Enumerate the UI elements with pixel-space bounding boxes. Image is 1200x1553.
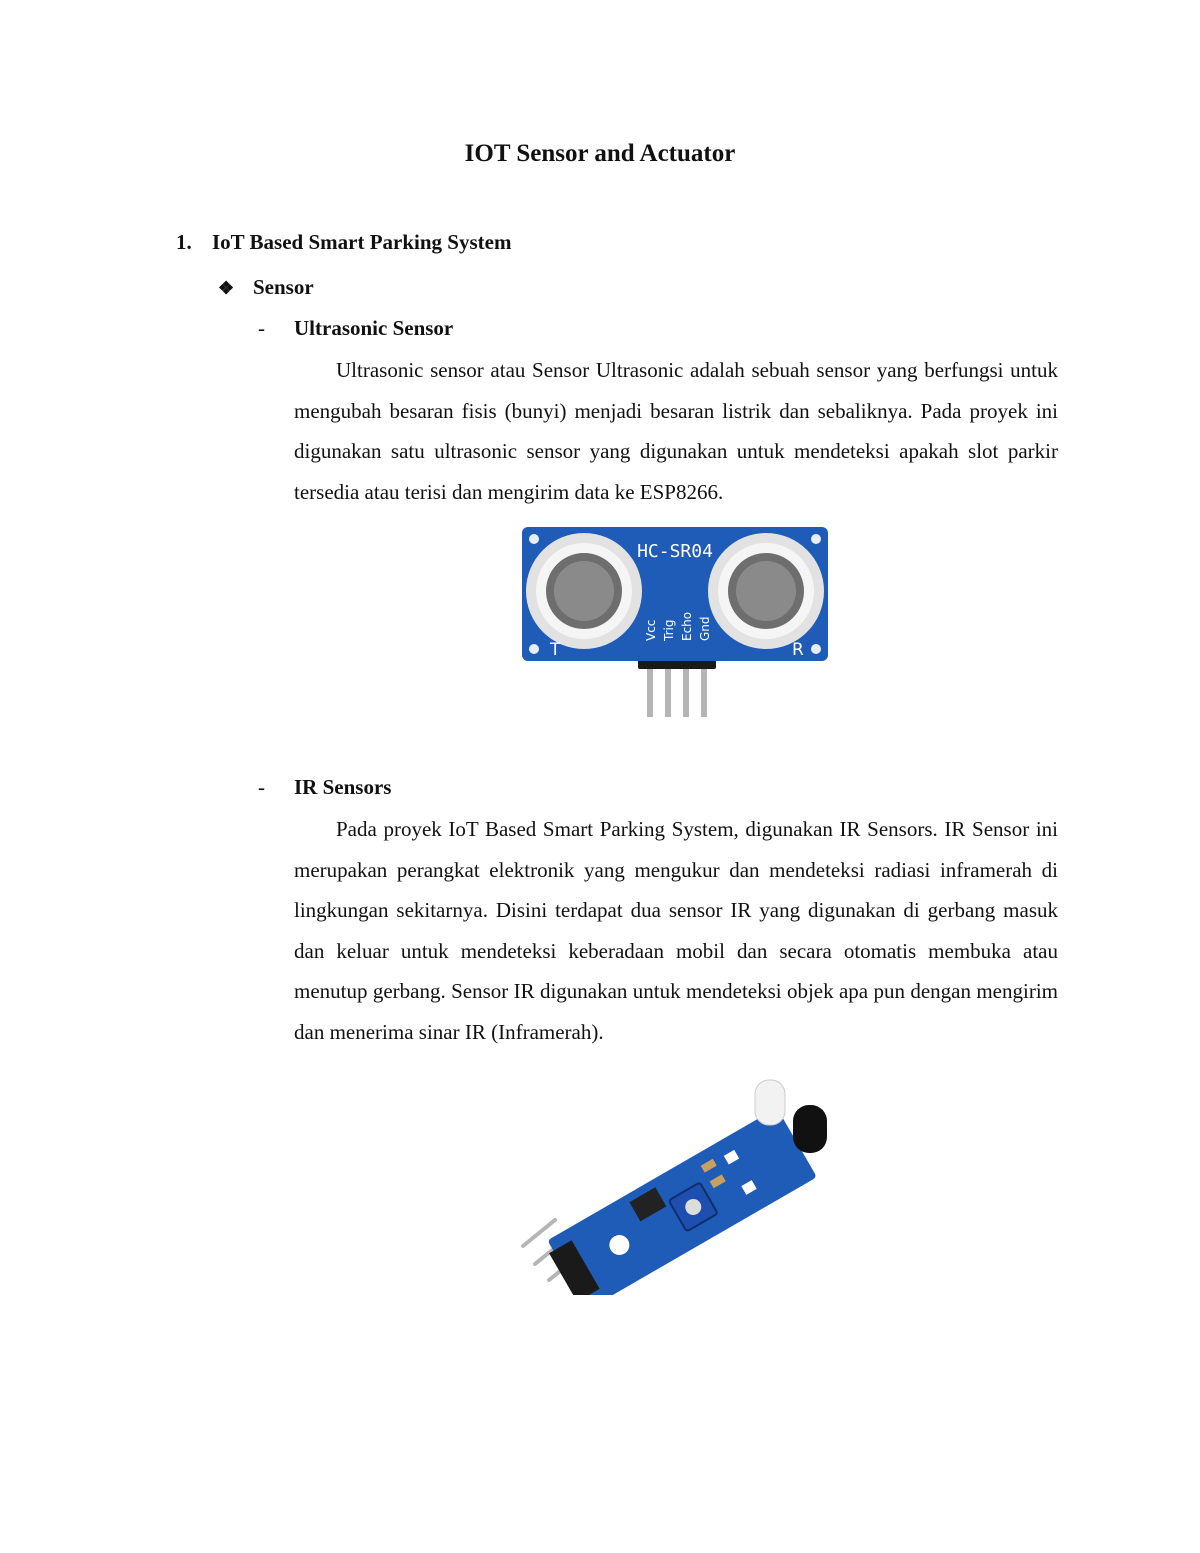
dash-bullet: - [258, 775, 265, 799]
dash-bullet: - [258, 316, 265, 340]
ir-emitter-led [755, 1080, 785, 1125]
section-number: 1. [176, 230, 192, 254]
receiver-transducer [708, 533, 824, 649]
receiver-label: R [792, 640, 804, 660]
item-heading-ultrasonic [258, 316, 453, 341]
board-label: HC-SR04 [637, 541, 713, 562]
ir-sensor-image [515, 1060, 845, 1295]
paragraph-ultrasonic: Ultrasonic sensor atau Sensor Ultrasonic adalah sebuah sensor yang berfungsi untuk mengubah besaran fisis (bunyi) menjadi besaran listrik dan sebaliknya. Pada proyek ini digunakan satu ultrasonic sensor yang digunakan untuk mendeteksi apakah slot parkir tersedia atau terisi dan mengirim data ke ESP8266. [294, 358, 1058, 504]
item-title: Ultrasonic Sensor [294, 316, 454, 340]
transmitter-transducer [526, 533, 642, 649]
transmitter-label: T [550, 640, 561, 660]
item-heading-ir [258, 775, 391, 800]
paragraph-ir: Pada proyek IoT Based Smart Parking System, digunakan IR Sensors. IR Sensor ini merupakan perangkat elektronik yang mengukur dan mendeteksi radiasi inframerah di lingkungan sekitarnya. Disini terdapat dua sensor IR yang digunakan di gerbang masuk dan keluar untuk mendeteksi keberadaan mobil dan secara otomatis membuka atau menutup gerbang. Sensor IR digunakan untuk mendeteksi objek apa pun dengan mengirim dan menerima sinar IR (Inframerah). [294, 817, 1058, 1044]
diamond-bullet-icon: ❖ [218, 278, 235, 298]
page-title: IOT Sensor and Actuator [464, 140, 736, 167]
subsection-heading [218, 275, 314, 300]
section-heading [176, 230, 511, 255]
hc-sr04-sensor-image [520, 525, 830, 720]
pin-label-echo: Echo [680, 611, 694, 641]
section-title: IoT Based Smart Parking System [212, 230, 512, 254]
pin-label-trig: Trig [662, 619, 676, 641]
item-title: IR Sensors [294, 775, 392, 799]
pin-label-vcc: Vcc [644, 619, 658, 641]
ir-receiver-led [793, 1105, 827, 1153]
subsection-title: Sensor [253, 275, 314, 299]
pin-label-gnd: Gnd [698, 616, 712, 641]
